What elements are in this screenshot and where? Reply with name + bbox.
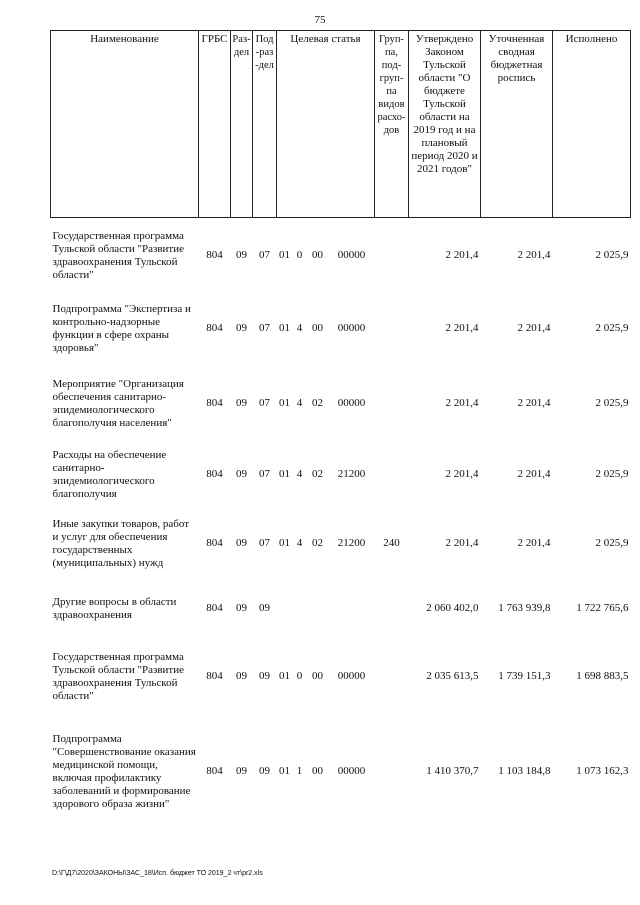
row-group [375, 218, 409, 294]
row-cs-subprogram: 4 [296, 322, 303, 334]
row-name: Государственная программа Тульской области "Развитие здравоохранения Тульской области" [52, 650, 185, 702]
row-executed: 1 698 883,5 [576, 670, 629, 682]
row-cs-event [307, 582, 329, 636]
row-approved: 2 201,4 [445, 397, 479, 409]
row-cs-event: 00 [312, 322, 323, 334]
row-cs-subprogram: 4 [296, 468, 303, 480]
budget-table [50, 30, 631, 826]
row-grbs: 804 [206, 249, 223, 262]
table-row [51, 718, 631, 826]
row-cs-event: 00 [312, 249, 323, 262]
row-cs-subprogram [293, 582, 307, 636]
row-executed: 2 025,9 [595, 537, 629, 549]
row-refined: 1 739 151,3 [498, 670, 551, 682]
row-name: Расходы на обеспечение санитарно-эпидемиологического благополучия [52, 448, 167, 500]
row-section: 09 [236, 537, 247, 549]
row-name: Государственная программа Тульской области "Развитие здравоохранения Тульской области" [52, 229, 185, 281]
row-approved: 2 201,4 [445, 537, 479, 549]
row-grbs: 804 [206, 397, 223, 409]
row-cs-subprogram: 0 [296, 670, 303, 682]
row-section: 09 [236, 670, 247, 682]
row-approved: 1 410 370,7 [426, 765, 479, 777]
row-section: 09 [236, 322, 247, 334]
row-cs-program: 01 [279, 468, 290, 480]
row-cs-subprogram: 1 [296, 765, 303, 777]
row-refined: 2 201,4 [517, 537, 551, 549]
row-cs-program: 01 [279, 537, 290, 549]
row-section: 09 [236, 397, 247, 409]
row-cs-direction: 00000 [337, 322, 366, 334]
row-grbs: 804 [206, 468, 223, 480]
row-executed: 2 025,9 [595, 397, 629, 409]
header-section: Раз-дел [231, 31, 253, 218]
row-refined: 2 201,4 [517, 468, 551, 480]
file-path-footer: D:\Г\Д7\2020\ЗАКОНЫ\ЗАС_18\Исп. бюджет ТО 2019_2 чт\pr2.xls [52, 870, 263, 877]
row-section: 09 [236, 765, 247, 777]
row-cs-event: 00 [312, 765, 323, 777]
row-refined: 1 763 939,8 [498, 602, 551, 614]
row-name: Мероприятие "Организация обеспечения санитарно-эпидемиологического благополучия населения" [52, 377, 184, 429]
table-row [51, 636, 631, 718]
header-target-article: Целевая статья [277, 31, 375, 218]
row-group [375, 294, 409, 364]
row-cs-program: 01 [279, 249, 290, 262]
header-group: Груп-па, под-груп-па видов расхо-дов [375, 31, 409, 218]
row-cs-direction [329, 582, 375, 636]
row-executed: 1 073 162,3 [576, 765, 629, 777]
table-row [51, 364, 631, 444]
row-cs-event: 00 [312, 670, 323, 682]
row-grbs: 804 [206, 670, 223, 682]
row-grbs: 804 [206, 537, 223, 549]
row-cs-direction: 00000 [337, 397, 366, 409]
row-group [375, 718, 409, 826]
row-executed: 1 722 765,6 [576, 602, 629, 614]
row-name: Другие вопросы в области здравоохранения [52, 595, 177, 621]
row-cs-event: 02 [312, 397, 323, 409]
row-cs-direction: 00000 [337, 249, 366, 262]
page-number: 75 [314, 14, 326, 26]
header-executed: Исполнено [553, 31, 631, 218]
header-subsection: Под-раз-дел [253, 31, 277, 218]
row-refined: 2 201,4 [517, 249, 551, 262]
row-subsection: 07 [259, 249, 270, 262]
row-group [375, 444, 409, 506]
row-approved: 2 201,4 [445, 322, 479, 334]
row-approved: 2 201,4 [445, 468, 479, 480]
table-row [51, 506, 631, 582]
row-cs-direction: 21200 [337, 468, 366, 480]
row-subsection: 09 [259, 670, 270, 682]
row-section: 09 [236, 468, 247, 480]
row-group [375, 364, 409, 444]
row-group: 240 [383, 537, 400, 549]
row-cs-direction: 00000 [337, 670, 366, 682]
table-row [51, 218, 631, 294]
row-subsection: 09 [259, 765, 270, 777]
row-grbs: 804 [206, 765, 223, 777]
row-cs-subprogram: 4 [296, 537, 303, 549]
row-approved: 2 201,4 [445, 249, 479, 262]
table-header [51, 31, 631, 218]
row-cs-program: 01 [279, 322, 290, 334]
row-cs-program: 01 [279, 670, 290, 682]
row-subsection: 09 [259, 602, 270, 614]
row-approved: 2 035 613,5 [426, 670, 479, 682]
table-row [51, 582, 631, 636]
row-section: 09 [236, 249, 247, 262]
row-grbs: 804 [206, 602, 223, 614]
row-cs-event: 02 [312, 468, 323, 480]
row-grbs: 804 [206, 322, 223, 334]
row-subsection: 07 [259, 397, 270, 409]
row-group [375, 582, 409, 636]
row-cs-subprogram: 4 [296, 397, 303, 409]
row-executed: 2 025,9 [595, 322, 629, 334]
row-subsection: 07 [259, 537, 270, 549]
row-subsection: 07 [259, 322, 270, 334]
row-cs-program [277, 582, 293, 636]
table-body [51, 218, 631, 826]
row-name: Подпрограмма "Совершенствование оказания медицинской помощи, включая профилактику заболеваний и формирование здорового образа жизни" [52, 732, 196, 810]
row-refined: 2 201,4 [517, 397, 551, 409]
row-cs-program: 01 [279, 397, 290, 409]
row-section: 09 [236, 602, 247, 614]
table-row [51, 294, 631, 364]
row-name: Иные закупки товаров, работ и услуг для обеспечения государственных (муниципальных) нужд [52, 517, 190, 569]
row-cs-direction: 00000 [337, 765, 366, 777]
row-executed: 2 025,9 [595, 468, 629, 480]
table-row [51, 444, 631, 506]
row-refined: 2 201,4 [517, 322, 551, 334]
row-approved: 2 060 402,0 [426, 602, 479, 614]
header-name: Наименование [51, 31, 199, 218]
header-approved: Утверждено Законом Тульской области "О бюджете Тульской области на 2019 год и на плановый период 2020 и 2021 годов" [409, 31, 481, 218]
row-cs-direction: 21200 [337, 537, 366, 549]
header-grbs: ГРБС [199, 31, 231, 218]
row-cs-program: 01 [279, 765, 290, 777]
row-cs-subprogram: 0 [296, 249, 303, 262]
row-cs-event: 02 [312, 537, 323, 549]
row-subsection: 07 [259, 468, 270, 480]
row-executed: 2 025,9 [595, 249, 629, 262]
header-refined: Уточненная сводная бюджетная роспись [481, 31, 553, 218]
row-name: Подпрограмма "Экспертиза и контрольно-надзорные функции в сфере охраны здоровья" [52, 302, 191, 354]
row-group [375, 636, 409, 718]
row-refined: 1 103 184,8 [498, 765, 551, 777]
